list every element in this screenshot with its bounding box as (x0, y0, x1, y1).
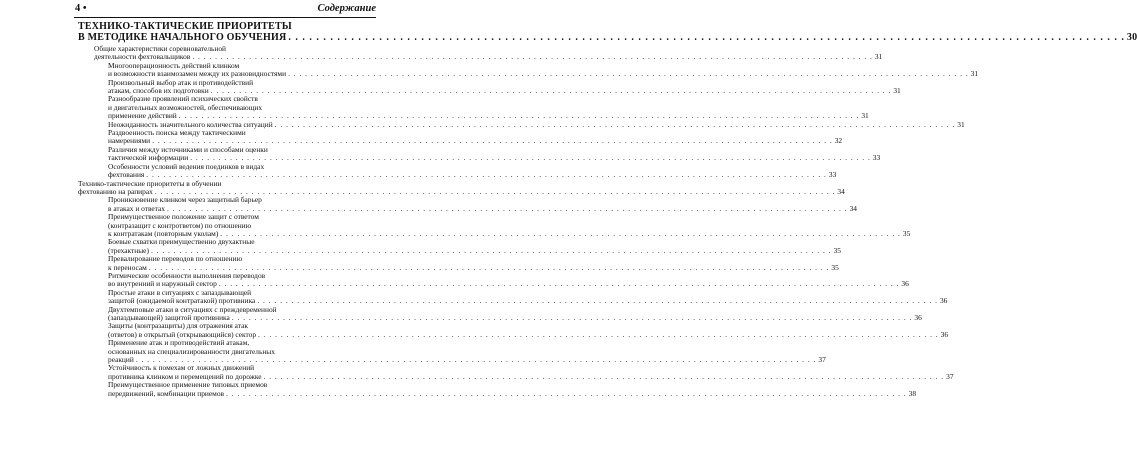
toc-entry-text: Разнообразие проявлений психических свойств (108, 94, 258, 104)
toc-entry (78, 304, 922, 323)
toc-entry-text: (ответов) в открытый (открывающийся) сектор (108, 329, 257, 339)
dot-leader: . . . . . . . . . . . . . . . . . . . . . . . . . . . . . . . . . . . . . . . . . . . . . . . . . . . . . . . . . . . . . . . . . . . . . . . . . . . . . . . . . . . . . . . . . . . . . . . . . . . . . . . . . . . . . . . . . . . . . . . . (154, 186, 836, 196)
toc-page-number: 38 (908, 388, 917, 398)
toc-page-number: 31 (874, 52, 883, 62)
toc-entry-text: Простые атаки в ситуациях с запаздывающей (108, 287, 252, 297)
toc-entry-text: деятельности фехтовальщиков (94, 52, 191, 62)
toc-entry-text: Применение атак и противодействий атакам, (108, 338, 250, 348)
toc-entry-text: Различия между источниками и способами оценки (108, 144, 268, 154)
toc-entry-text: Двухтемповые атаки в ситуациях с преждевременной (108, 304, 277, 314)
dot-leader: . . . . . . . . . . . . . . . . . . . . . . . . . . . . . . . . . . . . . . . . . . . . . . . . . . . . . . . . . . . . . . . . . . . . . . . . . . . . . . . . . . . . . . . . . . . . . . . . . . . . . . . . . . . . . . . . . . . . . . . . (288, 32, 1125, 43)
dot-leader: . . . . . . . . . . . . . . . . . . . . . . . . . . . . . . . . . . . . . . . . . . . . . . . . . . . . . . . . . . . . . . . . . . . . . . . . . . . . . . . . . . . . . . . . . . . . . . . . . . . . . . . . . . . . . . . . . . . . . . . . (288, 69, 969, 79)
toc-entry-text: намерениями (108, 136, 151, 146)
toc-entry (78, 287, 948, 306)
toc-page-number: 34 (837, 186, 845, 196)
toc-entry (78, 144, 881, 163)
toc-entry-text: к контратакам (повторным уколам) (108, 228, 219, 238)
toc-page-number: 34 (849, 203, 857, 213)
toc-entry (78, 270, 909, 289)
toc-entry-text: Превалирование переводов по отношению (108, 254, 243, 264)
toc-entry (78, 212, 911, 238)
toc-entry (78, 60, 979, 79)
toc-entry-text: Многооперационность действий клинком (108, 60, 240, 70)
toc-entry-text: (контразащит с контрответом) по отношению (108, 220, 252, 230)
toc-page-number: 31 (970, 69, 979, 79)
toc-entry-text: реакций (108, 355, 134, 365)
running-header (74, 3, 376, 18)
toc-entry (78, 44, 883, 62)
toc-page-number: 35 (831, 262, 839, 272)
toc-entry (78, 254, 839, 272)
page-number: 4 • (75, 3, 87, 14)
toc-page-number: 36 (914, 313, 922, 322)
toc-entry-text: (трехактные) (108, 245, 149, 255)
toc-page-number: 33 (828, 170, 837, 180)
toc-page-number: 35 (902, 228, 911, 238)
dot-leader: . . . . . . . . . . . . . . . . . . . . . . . . . . . . . . . . . . . . . . . . . . . . . . . . . . . . . . . . . . . . . . . . . . . . . . . . . . . . . . . . . . . . . . . . . . . . . . . . . . . . . . . . . . . . . . . . . . . . . . . . (220, 228, 901, 238)
toc-entry-text: Особенности условий ведения поединков в видах (108, 161, 265, 171)
toc-entry-text: Неожиданность значительного количества ситуаций (108, 119, 273, 129)
dot-leader: . . . . . . . . . . . . . . . . . . . . . . . . . . . . . . . . . . . . . . . . . . . . . . . . . . . . . . . . . . . . . . . . . . . . . . . . . . . . . . . . . . . . . . . . . . . . . . . . . . . . . . . . . . . . . . . . . . . . . . . . (258, 329, 939, 339)
toc-page-number: 33 (872, 153, 881, 163)
toc-page-number: 36 (939, 296, 948, 306)
dot-leader: . . . . . . . . . . . . . . . . . . . . . . . . . . . . . . . . . . . . . . . . . . . . . . . . . . . . . . . . . . . . . . . . . . . . . . . . . . . . . . . . . . . . . . . . . . . . . . . . . . . . . . . . . . . . . . . . . . . . . . . . (231, 313, 913, 322)
dot-leader: . . . . . . . . . . . . . . . . . . . . . . . . . . . . . . . . . . . . . . . . . . . . . . . . . . . . . . . . . . . . . . . . . . . . . . . . . . . . . . . . . . . . . . . . . . . . . . . . . . . . . . . . . . . . . . . . . . . . . . . . (263, 371, 945, 381)
toc-entry-text: к переносам (108, 262, 147, 272)
toc-page-number: 32 (834, 136, 843, 146)
toc-entry-text: в атаках и ответах (108, 203, 165, 213)
toc-entry-text: фехтования (108, 170, 145, 180)
toc-entry-text: Произвольный выбор атак и противодействий (108, 77, 254, 87)
toc-entry-text: Преимущественное применение типовых приемов (108, 380, 268, 390)
toc-entry-text: тактической информации (108, 153, 189, 163)
toc-page-number: 30 (1126, 32, 1137, 43)
dot-leader: . . . . . . . . . . . . . . . . . . . . . . . . . . . . . . . . . . . . . . . . . . . . . . . . . . . . . . . . . . . . . . . . . . . . . . . . . . . . . . . . . . . . . . . . . . . . . . . . . . . . . . . . . . . . . . . . . . . . . . . . (274, 119, 956, 129)
toc-entry-text: Технико-тактические приоритеты в обучении (78, 178, 222, 188)
toc-entry-text: основанных на специализированности двигательных (108, 346, 275, 356)
dot-leader: . . . . . . . . . . . . . . . . . . . . . . . . . . . . . . . . . . . . . . . . . . . . . . . . . . . . . . . . . . . . . . . . . . . . . . . . . . . . . . . . . . . . . . . . . . . . . . . . . . . . . . . . . . . . . . . . . . . . . . . . (192, 52, 873, 62)
toc-entry-text: Защиты (контразащиты) для отражения атак (108, 321, 248, 331)
toc-entry (78, 338, 826, 365)
table-of-contents (78, 21, 1137, 398)
toc-page-number: 37 (946, 371, 954, 381)
toc-entry-text: (запаздывающей) защитой противника (108, 313, 230, 322)
toc-entry-text: защитой (ожидаемой контратакой) противника (108, 296, 256, 306)
dot-leader: . . . . . . . . . . . . . . . . . . . . . . . . . . . . . . . . . . . . . . . . . . . . . . . . . . . . . . . . . . . . . . . . . . . . . . . . . . . . . . . . . . . . . . . . . . . . . . . . . . . . . . . . . . . . . . . . . . . . . . . . (190, 153, 871, 163)
dot-leader: . . . . . . . . . . . . . . . . . . . . . . . . . . . . . . . . . . . . . . . . . . . . . . . . . . . . . . . . . . . . . . . . . . . . . . . . . . . . . . . . . . . . . . . . . . . . . . . . . . . . . . . . . . . . . . . . . . . . . . . . (210, 86, 892, 96)
toc-entry (78, 195, 857, 213)
dot-leader: . . . . . . . . . . . . . . . . . . . . . . . . . . . . . . . . . . . . . . . . . . . . . . . . . . . . . . . . . . . . . . . . . . . . . . . . . . . . . . . . . . . . . . . . . . . . . . . . . . . . . . . . . . . . . . . . . . . . . . . . (166, 203, 848, 213)
toc-entry-text: атакам, способов их подготовки (108, 86, 209, 96)
toc-entry-text: и двигательных возможностей, обеспечивающих (108, 102, 263, 112)
toc-entry (78, 380, 917, 398)
section-title: Содержание (317, 3, 376, 14)
toc-page-number: 36 (901, 279, 909, 289)
toc-entry-text: фехтованию на рапирах (78, 186, 153, 196)
toc-entry-text: В МЕТОДИКЕ НАЧАЛЬНОГО ОБУЧЕНИЯ (78, 32, 287, 43)
toc-entry (78, 237, 841, 255)
toc-entry-text: Преимущественное положение защит с ответом (108, 212, 259, 222)
toc-entry-text: Устойчивость к помехам от ложных движений (108, 363, 255, 373)
toc-entry-text: противника клинком и перемещений по дорожке (108, 371, 262, 381)
toc-entry (78, 363, 954, 381)
toc-entry-text: Общие характеристики соревновательной (94, 44, 226, 53)
dot-leader: . . . . . . . . . . . . . . . . . . . . . . . . . . . . . . . . . . . . . . . . . . . . . . . . . . . . . . . . . . . . . . . . . . . . . . . . . . . . . . . . . . . . . . . . . . . . . . . . . . . . . . . . . . . . . . . . . . . . . . . . (135, 355, 817, 365)
dot-leader: . . . . . . . . . . . . . . . . . . . . . . . . . . . . . . . . . . . . . . . . . . . . . . . . . . . . . . . . . . . . . . . . . . . . . . . . . . . . . . . . . . . . . . . . . . . . . . . . . . . . . . . . . . . . . . . . . . . . . . . . (152, 136, 833, 146)
toc-chapter-entry (78, 21, 1137, 43)
toc-page-number: 31 (861, 111, 869, 121)
toc-entry-text: ТЕХНИКО-ТАКТИЧЕСКИЕ ПРИОРИТЕТЫ (78, 21, 292, 32)
dot-leader: . . . . . . . . . . . . . . . . . . . . . . . . . . . . . . . . . . . . . . . . . . . . . . . . . . . . . . . . . . . . . . . . . . . . . . . . . . . . . . . . . . . . . . . . . . . . . . . . . . . . . . . . . . . . . . . . . . . . . . . . (218, 279, 900, 289)
toc-page-number: 37 (818, 355, 826, 365)
toc-entry (78, 178, 845, 197)
toc-page-number: 31 (893, 86, 901, 96)
dot-leader: . . . . . . . . . . . . . . . . . . . . . . . . . . . . . . . . . . . . . . . . . . . . . . . . . . . . . . . . . . . . . . . . . . . . . . . . . . . . . . . . . . . . . . . . . . . . . . . . . . . . . . . . . . . . . . . . . . . . . . . . (226, 388, 907, 398)
toc-entry-text: передвижений, комбинации приемов (108, 388, 225, 398)
toc-entry-text: во внутренний и наружный сектор (108, 279, 217, 289)
toc-entry-text: и возможности взаимозамен между их разновидностями (108, 69, 287, 79)
toc-entry-text: Раздвоенность поиска между тактическими (108, 128, 246, 138)
dot-leader: . . . . . . . . . . . . . . . . . . . . . . . . . . . . . . . . . . . . . . . . . . . . . . . . . . . . . . . . . . . . . . . . . . . . . . . . . . . . . . . . . . . . . . . . . . . . . . . . . . . . . . . . . . . . . . . . . . . . . . . . (146, 170, 827, 180)
toc-entry (78, 77, 901, 96)
dot-leader: . . . . . . . . . . . . . . . . . . . . . . . . . . . . . . . . . . . . . . . . . . . . . . . . . . . . . . . . . . . . . . . . . . . . . . . . . . . . . . . . . . . . . . . . . . . . . . . . . . . . . . . . . . . . . . . . . . . . . . . . (178, 111, 860, 121)
dot-leader: . . . . . . . . . . . . . . . . . . . . . . . . . . . . . . . . . . . . . . . . . . . . . . . . . . . . . . . . . . . . . . . . . . . . . . . . . . . . . . . . . . . . . . . . . . . . . . . . . . . . . . . . . . . . . . . . . . . . . . . . (257, 296, 938, 306)
toc-entry (78, 321, 949, 339)
toc-page-number: 35 (833, 245, 841, 255)
toc-entry (78, 94, 869, 121)
toc-entry-text: применение действий (108, 111, 177, 121)
toc-entry (78, 161, 837, 180)
dot-leader: . . . . . . . . . . . . . . . . . . . . . . . . . . . . . . . . . . . . . . . . . . . . . . . . . . . . . . . . . . . . . . . . . . . . . . . . . . . . . . . . . . . . . . . . . . . . . . . . . . . . . . . . . . . . . . . . . . . . . . . . (150, 245, 832, 255)
toc-entry-text: Проникновение клинком через защитный барьер (108, 195, 262, 205)
toc-entry-text: Боевые схватки преимущественно двухактные (108, 237, 255, 247)
toc-entry-text: Ритмические особенности выполнения переводов (108, 270, 266, 280)
toc-entry (78, 128, 843, 146)
toc-page-number: 36 (940, 329, 949, 339)
toc-page-number: 31 (957, 119, 965, 129)
dot-leader: . . . . . . . . . . . . . . . . . . . . . . . . . . . . . . . . . . . . . . . . . . . . . . . . . . . . . . . . . . . . . . . . . . . . . . . . . . . . . . . . . . . . . . . . . . . . . . . . . . . . . . . . . . . . . . . . . . . . . . . . (148, 262, 830, 272)
